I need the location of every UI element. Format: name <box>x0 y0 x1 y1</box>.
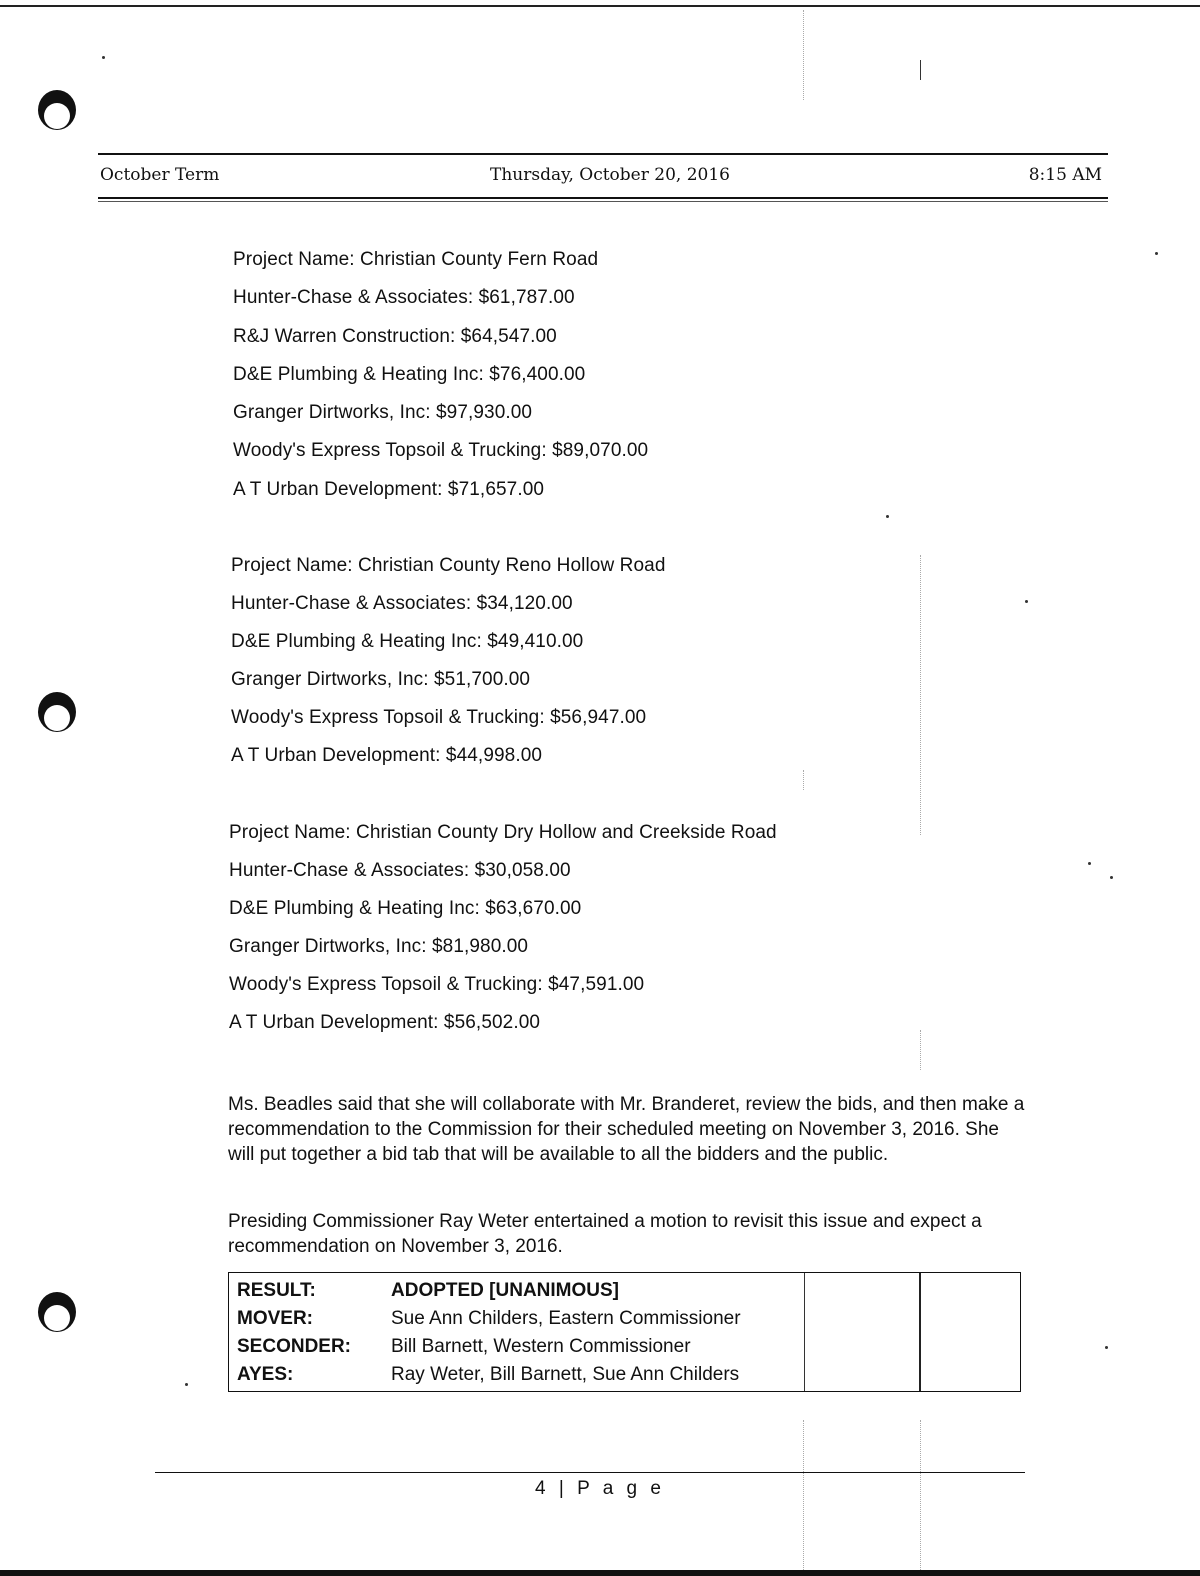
seconder-label: SECONDER: <box>237 1336 352 1357</box>
header-rule-bottom <box>98 197 1108 199</box>
bid-line: Hunter-Chase & Associates: $30,058.00 <box>229 860 571 881</box>
header-rule-top <box>98 153 1108 155</box>
project-name: Project Name: Christian County Reno Hollow Road <box>231 555 666 576</box>
table-divider <box>919 1273 921 1391</box>
bid-line: D&E Plumbing & Heating Inc: $49,410.00 <box>231 631 584 652</box>
seconder-value: Bill Barnett, Western Commissioner <box>391 1336 691 1357</box>
scan-speck <box>1088 862 1091 865</box>
header-rule-bottom-thin <box>98 201 1108 202</box>
scan-speck <box>1110 876 1113 879</box>
bid-line: D&E Plumbing & Heating Inc: $63,670.00 <box>229 898 582 919</box>
mover-value: Sue Ann Childers, Eastern Commissioner <box>391 1308 741 1329</box>
result-grid <box>237 1277 741 1389</box>
scan-bottom-border <box>0 1570 1200 1576</box>
scan-artifact <box>920 555 921 835</box>
table-divider <box>804 1273 805 1391</box>
project-name: Project Name: Christian County Dry Hollow and Creekside Road <box>229 822 777 843</box>
result-value: ADOPTED [UNANIMOUS] <box>391 1280 619 1301</box>
bid-line: Granger Dirtworks, Inc: $81,980.00 <box>229 936 529 957</box>
page-number: 4 | P a g e <box>535 1478 665 1499</box>
header-time: 8:15 AM <box>1028 165 1102 185</box>
bid-line: Woody's Express Topsoil & Trucking: $89,070.00 <box>233 440 649 461</box>
header-term: October Term <box>100 165 220 185</box>
table-row <box>237 1333 741 1361</box>
scan-artifact <box>920 1030 921 1070</box>
bid-line: Hunter-Chase & Associates: $34,120.00 <box>231 593 573 614</box>
scan-top-border <box>0 5 1200 7</box>
bid-line: Hunter-Chase & Associates: $61,787.00 <box>233 287 575 308</box>
header-date: Thursday, October 20, 2016 <box>490 165 730 185</box>
motion-result-table <box>228 1272 1021 1392</box>
table-row <box>237 1361 741 1389</box>
bid-line: A T Urban Development: $44,998.00 <box>231 745 543 766</box>
scan-speck <box>1025 600 1028 603</box>
project-name: Project Name: Christian County Fern Road <box>233 249 599 270</box>
footer-rule <box>155 1472 1025 1473</box>
bid-line: Woody's Express Topsoil & Trucking: $56,947.00 <box>231 707 647 728</box>
motion-paragraph: Presiding Commissioner Ray Weter entertained a motion to revisit this issue and expect a recommendation on November 3, 2016. <box>228 1211 982 1257</box>
scan-speck <box>1105 1346 1108 1349</box>
bid-line: A T Urban Development: $56,502.00 <box>229 1012 541 1033</box>
bid-line: Woody's Express Topsoil & Trucking: $47,591.00 <box>229 974 645 995</box>
ayes-value: Ray Weter, Bill Barnett, Sue Ann Childers <box>391 1364 740 1385</box>
scan-artifact <box>803 770 804 790</box>
bid-line: Granger Dirtworks, Inc: $97,930.00 <box>233 402 533 423</box>
bid-line: R&J Warren Construction: $64,547.00 <box>233 326 557 347</box>
scan-artifact <box>920 60 921 80</box>
bid-line: A T Urban Development: $71,657.00 <box>233 479 545 500</box>
scan-speck <box>102 56 105 59</box>
binder-hole-middle <box>38 692 76 732</box>
mover-label: MOVER: <box>237 1308 313 1329</box>
binder-hole-bottom <box>38 1292 76 1332</box>
table-row <box>237 1305 741 1333</box>
bid-line: D&E Plumbing & Heating Inc: $76,400.00 <box>233 364 586 385</box>
scan-artifact <box>803 10 804 100</box>
scan-speck <box>185 1383 188 1386</box>
minutes-paragraph: Ms. Beadles said that she will collaborate with Mr. Branderet, review the bids, and then make a recommendation to the Commission for their scheduled meeting on November 3, 2016. She will put together a bid tab that will be available to all the bidders and the public. <box>228 1094 1025 1165</box>
table-row <box>237 1277 741 1305</box>
binder-hole-top <box>38 90 76 130</box>
result-label: RESULT: <box>237 1280 316 1301</box>
scan-speck <box>1155 252 1158 255</box>
ayes-label: AYES: <box>237 1364 294 1385</box>
scan-speck <box>886 515 889 518</box>
bid-line: Granger Dirtworks, Inc: $51,700.00 <box>231 669 531 690</box>
